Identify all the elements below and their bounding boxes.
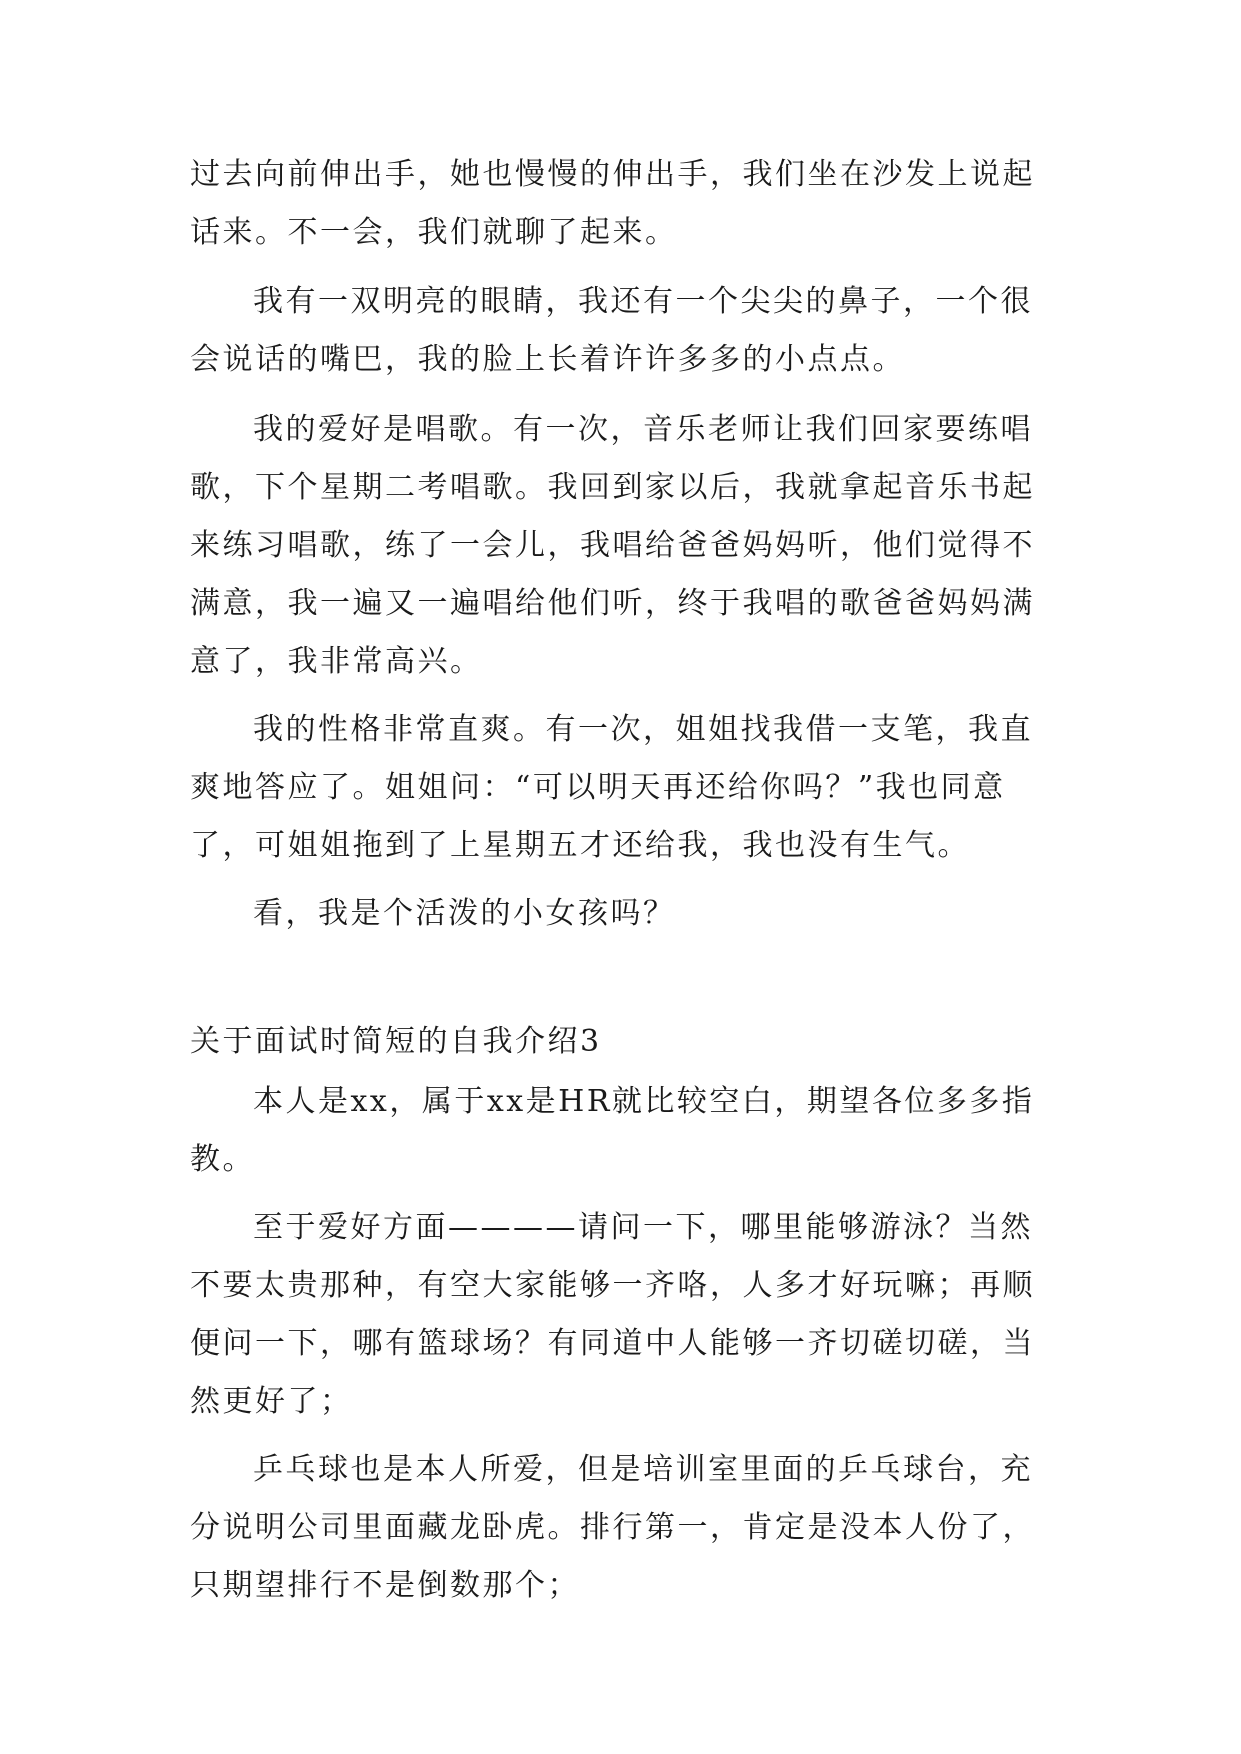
text-line: 然更好了；: [190, 1384, 353, 1419]
text-line: 爽地答应了。姐姐问：“可以明天再还给你吗？”我也同意: [190, 770, 1006, 805]
paragraph-first-line: 本人是xx，属于xx是HR就比较空白，期望各位多多指: [253, 1084, 1035, 1119]
text-line: 便问一下，哪有篮球场？有同道中人能够一齐切磋切磋，当: [190, 1326, 1035, 1361]
text-line: 会说话的嘴巴，我的脸上长着许许多多的小点点。: [190, 342, 905, 377]
text-line: 分说明公司里面藏龙卧虎。排行第一，肯定是没本人份了，: [190, 1510, 1035, 1545]
paragraph-first-line: 我的性格非常直爽。有一次，姐姐找我借一支笔，我直: [253, 712, 1033, 747]
text-line: 过去向前伸出手，她也慢慢的伸出手，我们坐在沙发上说起: [190, 157, 1035, 192]
paragraph-first-line: 至于爱好方面————请问一下，哪里能够游泳？当然: [253, 1210, 1033, 1245]
text-line: 来练习唱歌，练了一会儿，我唱给爸爸妈妈听，他们觉得不: [190, 528, 1035, 563]
text-line: 教。: [190, 1142, 255, 1177]
text-line: 不要太贵那种，有空大家能够一齐咯，人多才好玩嘛；再顺: [190, 1268, 1035, 1303]
section-heading: 关于面试时简短的自我介绍3: [190, 1024, 602, 1059]
text-line: 意了，我非常高兴。: [190, 644, 483, 679]
text-line: 话来。不一会，我们就聊了起来。: [190, 215, 678, 250]
text-line: 歌，下个星期二考唱歌。我回到家以后，我就拿起音乐书起: [190, 470, 1035, 505]
paragraph-first-line: 我有一双明亮的眼睛，我还有一个尖尖的鼻子，一个很: [253, 284, 1033, 319]
paragraph-first-line: 乒乓球也是本人所爱，但是培训室里面的乒乓球台，充: [253, 1452, 1033, 1487]
paragraph-first-line: 看，我是个活泼的小女孩吗？: [253, 896, 676, 931]
text-line: 只期望排行不是倒数那个；: [190, 1568, 580, 1603]
paragraph-first-line: 我的爱好是唱歌。有一次，音乐老师让我们回家要练唱: [253, 412, 1033, 447]
text-line: 满意，我一遍又一遍唱给他们听，终于我唱的歌爸爸妈妈满: [190, 586, 1035, 621]
text-line: 了，可姐姐拖到了上星期五才还给我，我也没有生气。: [190, 828, 970, 863]
